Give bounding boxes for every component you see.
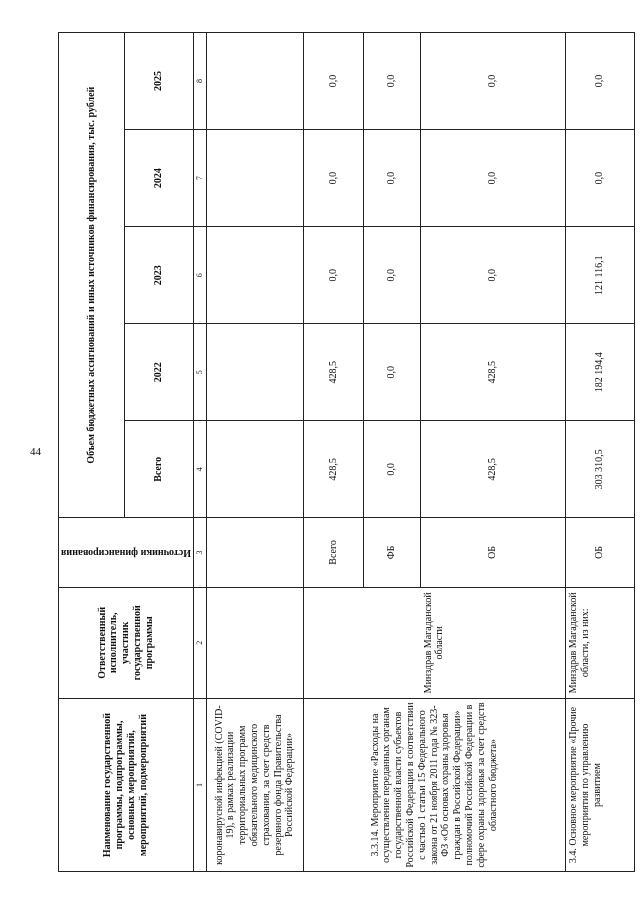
- header-source-text: Источники финансирования: [61, 547, 191, 559]
- row-2022: [206, 324, 303, 421]
- column-number: 6: [193, 227, 206, 324]
- row-2025: 0,0: [565, 33, 634, 130]
- row-total: [206, 421, 303, 518]
- row-2023: 0,0: [420, 227, 565, 324]
- header-budget-group: Объем бюджетных ассигнований и иных источников финансирования, тыс. рублей: [59, 33, 125, 518]
- row-2023: 121 116,1: [565, 227, 634, 324]
- column-number: 5: [193, 324, 206, 421]
- row-2023: 0,0: [363, 227, 420, 324]
- row-2025: [206, 33, 303, 130]
- row-total: 303 310,5: [565, 421, 634, 518]
- column-number-row: [193, 33, 206, 872]
- header-source: [59, 518, 194, 587]
- header-total: Всего: [125, 421, 194, 518]
- budget-table-sheet: [58, 32, 606, 872]
- row-source: ФБ: [363, 518, 420, 587]
- header-name: Наименование государственной программы, подпрограммы, основных мероприятий, мероприятий, подмероприятий: [59, 699, 194, 872]
- row-2023: 0,0: [303, 227, 363, 324]
- row-2022: 0,0: [363, 324, 420, 421]
- column-number: 2: [193, 587, 206, 699]
- header-executor: Ответственный исполнитель, участник государственной программы: [59, 587, 194, 699]
- column-number: 7: [193, 130, 206, 227]
- page-number: 44: [30, 446, 41, 458]
- row-total: 428,5: [303, 421, 363, 518]
- row-2025: 0,0: [420, 33, 565, 130]
- header-2024: 2024: [125, 130, 194, 227]
- row-2025: 0,0: [303, 33, 363, 130]
- row-source: Всего: [303, 518, 363, 587]
- table-row: [303, 33, 363, 872]
- row-2024: 0,0: [363, 130, 420, 227]
- row-source: ОБ: [420, 518, 565, 587]
- column-number: 8: [193, 33, 206, 130]
- row-2022: 182 194,4: [565, 324, 634, 421]
- row-2024: [206, 130, 303, 227]
- row-2022: 428,5: [420, 324, 565, 421]
- header-2022: 2022: [125, 324, 194, 421]
- row-2022: 428,5: [303, 324, 363, 421]
- row-total: 428,5: [420, 421, 565, 518]
- row-executor: Минздрав Магаданской области: [303, 587, 565, 699]
- row-name: 3.3.14. Мероприятие «Расходы на осуществление переданных органам государственной власти субъектов Российской Федерации в соответствии с частью 1 статьи 15 Федерального закона от 21 ноября 2011 года № 323-ФЗ «Об основах охраны здоровья граждан в Российской Федерации» полномочий Российской Федерации в сфере охраны здоровья за счет средств областного бюджета»: [303, 699, 565, 872]
- column-number: 3: [193, 518, 206, 587]
- row-name: 3.4. Основное мероприятие «Прочие мероприятия по управлению развитием: [565, 699, 634, 872]
- row-executor: Минздрав Магаданской области, из них:: [565, 587, 634, 699]
- row-2024: 0,0: [565, 130, 634, 227]
- row-total: 0,0: [363, 421, 420, 518]
- header-2023: 2023: [125, 227, 194, 324]
- row-2025: 0,0: [363, 33, 420, 130]
- table-row: [565, 33, 634, 872]
- row-executor: [206, 587, 303, 699]
- budget-table: [58, 32, 635, 872]
- row-2024: 0,0: [420, 130, 565, 227]
- row-2024: 0,0: [303, 130, 363, 227]
- row-2023: [206, 227, 303, 324]
- column-number: 4: [193, 421, 206, 518]
- table-row: [206, 33, 303, 872]
- column-number: 1: [193, 699, 206, 872]
- row-name: коронавирусной инфекцией (COVID-19), в рамках реализации территориальных программ обязательного медицинского страхования, за счет средств резервного фонда Правительства Российской Федерации»: [206, 699, 303, 872]
- header-2025: 2025: [125, 33, 194, 130]
- row-source: [206, 518, 303, 587]
- row-source: ОБ: [565, 518, 634, 587]
